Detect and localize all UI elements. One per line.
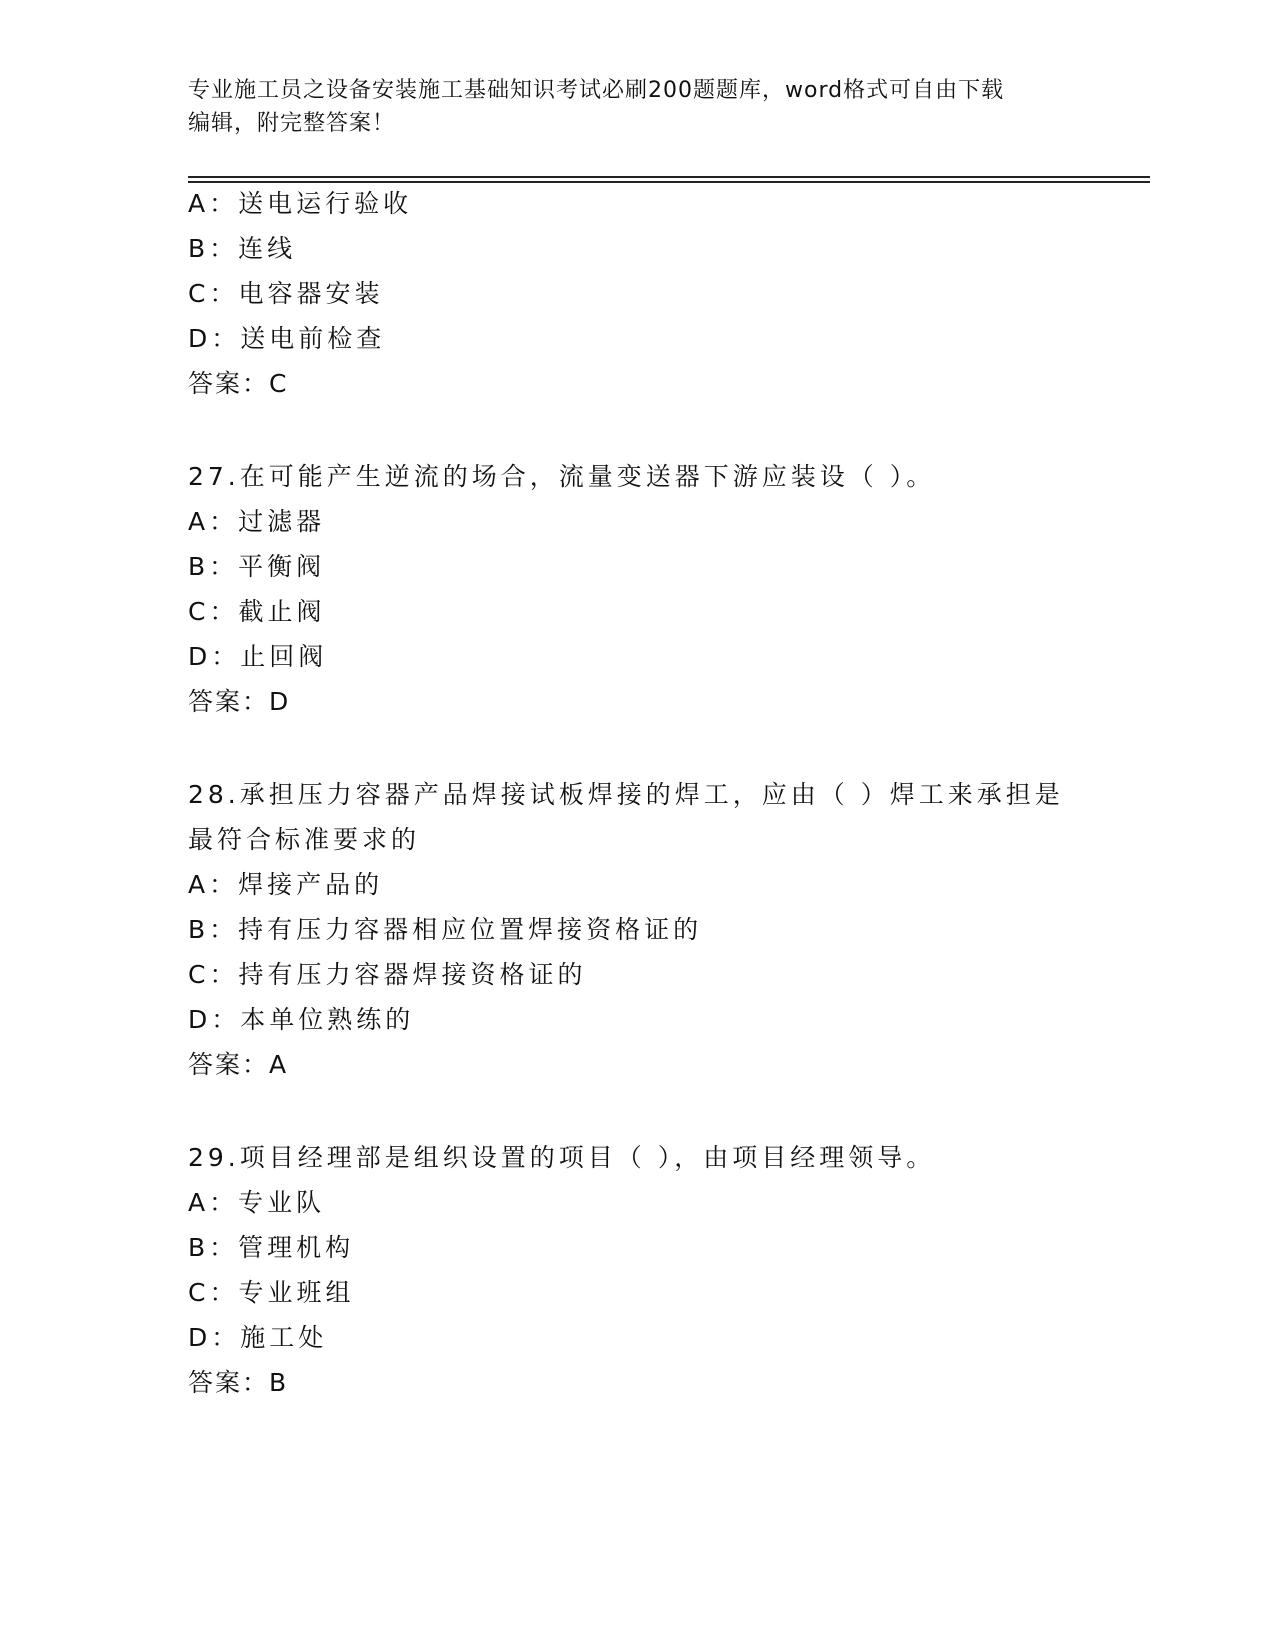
option-c: C：电容器安装 — [188, 279, 384, 308]
option-b: B：平衡阀 — [188, 552, 326, 581]
option-d: D：止回阀 — [188, 642, 328, 671]
header-divider-bottom — [188, 181, 1150, 183]
question-stem-continued: 最符合标准要求的 — [188, 825, 421, 854]
answer-line: 答案：B — [188, 1368, 289, 1397]
header-divider-top — [188, 176, 1150, 178]
option-c: C：持有压力容器焊接资格证的 — [188, 960, 587, 989]
option-b: B：管理机构 — [188, 1233, 355, 1262]
option-a: A：焊接产品的 — [188, 870, 384, 899]
option-b: B：连线 — [188, 234, 297, 263]
document-header — [188, 74, 1068, 140]
header-line-1: 专业施工员之设备安装施工基础知识考试必刷200题题库，word格式可自由下载 — [188, 78, 1005, 103]
answer-line: 答案：C — [188, 369, 289, 398]
question-stem: 27.在可能产生逆流的场合，流量变送器下游应装设（ ）。 — [188, 462, 936, 491]
option-c: C：截止阀 — [188, 597, 326, 626]
option-d: D：施工处 — [188, 1323, 328, 1352]
option-a: A：专业队 — [188, 1188, 326, 1217]
option-d: D：本单位熟练的 — [188, 1005, 415, 1034]
option-a: A：送电运行验收 — [188, 189, 413, 218]
answer-line: 答案：D — [188, 687, 291, 716]
option-a: A：过滤器 — [188, 507, 326, 536]
option-c: C：专业班组 — [188, 1278, 355, 1307]
option-b: B：持有压力容器相应位置焊接资格证的 — [188, 915, 703, 944]
header-line-2: 编辑，附完整答案！ — [188, 111, 396, 136]
option-d: D：送电前检查 — [188, 324, 386, 353]
question-stem: 29.项目经理部是组织设置的项目（ ），由项目经理领导。 — [188, 1143, 936, 1172]
question-stem: 28.承担压力容器产品焊接试板焊接的焊工，应由（ ）焊工来承担是 — [188, 780, 1064, 809]
answer-line: 答案：A — [188, 1050, 289, 1079]
